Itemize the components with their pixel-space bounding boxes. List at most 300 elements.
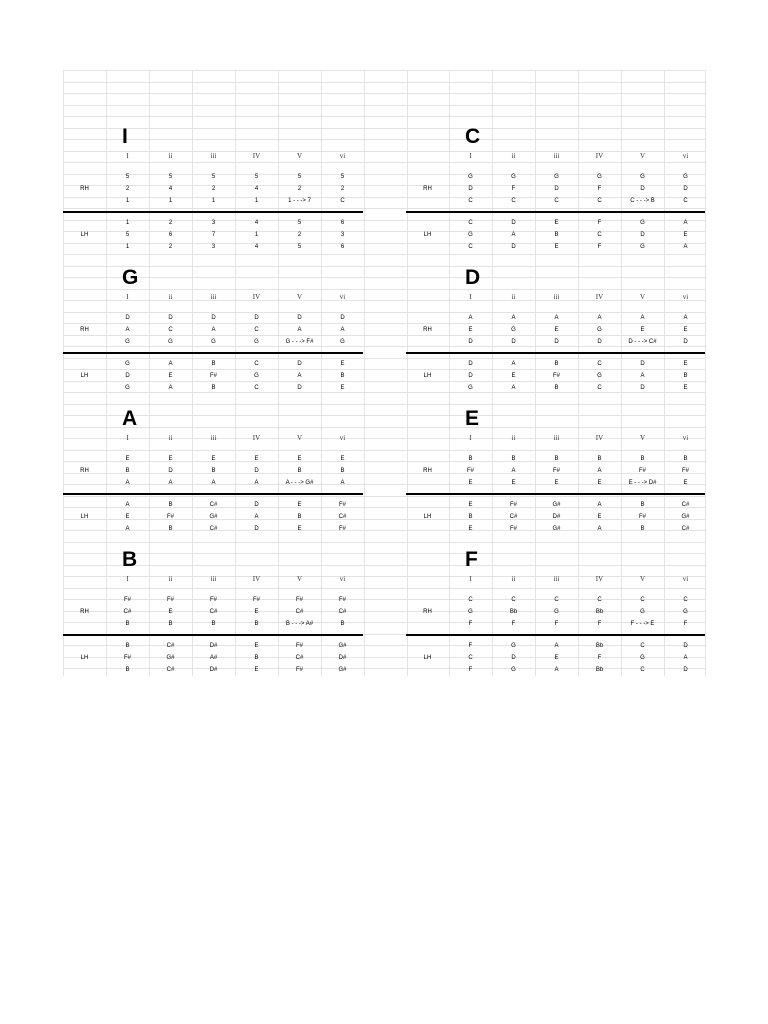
rh-note: D	[683, 186, 688, 192]
degree-label: iii	[553, 575, 560, 583]
rh-note: B	[297, 468, 302, 474]
lh-note: A	[125, 502, 130, 508]
lh-note: A	[683, 244, 688, 250]
rh-note: G	[683, 609, 688, 615]
degree-label: ii	[168, 434, 173, 442]
lh-note: F#	[338, 526, 346, 532]
rh-note: D	[683, 339, 688, 345]
sheet-column-line	[364, 70, 365, 676]
degree-label: iii	[210, 293, 217, 301]
degree-label: ii	[168, 575, 173, 583]
rh-note: A - - -> G#	[285, 480, 314, 486]
rh-note: C	[468, 198, 473, 204]
rh-note: G	[554, 609, 559, 615]
sheet-row-line	[63, 70, 705, 71]
lh-note: Bb	[595, 667, 604, 673]
rh-note: A	[597, 315, 602, 321]
rh-note: B	[168, 621, 173, 627]
key-title: E	[465, 407, 480, 430]
rh-note: 1 - - -> 7	[288, 198, 311, 204]
hand-divider	[406, 352, 705, 354]
degree-label: iii	[553, 293, 560, 301]
degree-label: vi	[339, 293, 346, 301]
degree-label: vi	[682, 434, 689, 442]
rh-note: A	[340, 480, 345, 486]
rh-note: 2	[125, 186, 130, 192]
lh-note: F#	[123, 655, 131, 661]
rh-note: C - - -> B	[630, 198, 655, 204]
degree-label: vi	[339, 434, 346, 442]
lh-note: 3	[211, 220, 216, 226]
rh-note: B	[211, 468, 216, 474]
rh-note: E	[125, 456, 130, 462]
lh-note: E	[683, 232, 688, 238]
degree-label: I	[469, 575, 472, 583]
rh-note: 5	[340, 174, 345, 180]
lh-note: C#	[209, 502, 218, 508]
sheet-row-line	[63, 93, 705, 94]
lh-note: A	[640, 373, 645, 379]
lh-note: C	[597, 361, 602, 367]
lh-note: A	[683, 220, 688, 226]
lh-note: G	[640, 244, 645, 250]
lh-note: F	[468, 643, 473, 649]
hand-divider	[63, 634, 363, 636]
rh-note: B	[554, 456, 559, 462]
rh-note: B	[211, 621, 216, 627]
degree-label: iii	[210, 152, 217, 160]
left-hand-label: LH	[423, 232, 432, 238]
lh-note: C#	[681, 502, 690, 508]
lh-note: D	[640, 361, 645, 367]
sheet-row-line	[63, 450, 705, 451]
lh-note: C	[468, 244, 473, 250]
rh-note: A	[554, 315, 559, 321]
lh-note: G	[125, 385, 130, 391]
rh-note: F#	[166, 597, 174, 603]
rh-note: G	[597, 174, 602, 180]
degree-label: I	[126, 575, 129, 583]
lh-note: 7	[211, 232, 216, 238]
rh-note: G	[640, 174, 645, 180]
lh-note: G#	[338, 643, 347, 649]
sheet-row-line	[63, 254, 705, 255]
hand-divider	[63, 352, 363, 354]
rh-note: F - - -> E	[630, 621, 655, 627]
lh-note: A	[125, 526, 130, 532]
rh-note: C	[340, 198, 345, 204]
key-title: A	[122, 407, 138, 430]
lh-note: G	[597, 373, 602, 379]
lh-note: D#	[209, 667, 218, 673]
rh-note: E	[297, 456, 302, 462]
lh-note: C#	[681, 526, 690, 532]
sheet-row-line	[63, 162, 705, 163]
lh-note: D	[297, 361, 302, 367]
rh-note: A	[254, 480, 259, 486]
rh-note: A	[340, 327, 345, 333]
lh-note: A	[597, 502, 602, 508]
rh-note: D	[511, 339, 516, 345]
degree-label: IV	[252, 152, 261, 160]
sheet-row-line	[63, 381, 705, 382]
lh-note: A	[168, 361, 173, 367]
rh-note: D	[297, 315, 302, 321]
degree-label: ii	[511, 293, 516, 301]
rh-note: 1	[168, 198, 173, 204]
sheet-row-line	[63, 404, 705, 405]
rh-note: E	[511, 480, 516, 486]
rh-note: 5	[168, 174, 173, 180]
rh-note: F	[554, 621, 559, 627]
rh-note: F#	[295, 597, 303, 603]
degree-label: V	[296, 293, 303, 301]
rh-note: F#	[552, 468, 560, 474]
lh-note: B	[640, 502, 645, 508]
degree-label: ii	[511, 152, 516, 160]
rh-note: F#	[252, 597, 260, 603]
lh-note: C#	[509, 514, 518, 520]
rh-note: C	[554, 597, 559, 603]
lh-note: E	[340, 361, 345, 367]
lh-note: 2	[297, 232, 302, 238]
rh-note: A	[511, 468, 516, 474]
lh-note: E	[554, 220, 559, 226]
rh-note: D	[254, 468, 259, 474]
degree-label: I	[469, 434, 472, 442]
right-hand-label: RH	[80, 468, 89, 474]
lh-note: A	[297, 373, 302, 379]
lh-note: 6	[340, 220, 345, 226]
degree-label: I	[469, 293, 472, 301]
rh-note: C#	[123, 609, 132, 615]
rh-note: E	[640, 327, 645, 333]
rh-note: C	[254, 327, 259, 333]
rh-note: 1	[211, 198, 216, 204]
rh-note: C	[683, 597, 688, 603]
right-hand-label: RH	[80, 609, 89, 615]
key-title: D	[465, 266, 481, 289]
rh-note: F	[511, 621, 516, 627]
lh-note: F#	[552, 373, 560, 379]
degree-label: iii	[210, 575, 217, 583]
lh-note: C	[597, 385, 602, 391]
lh-note: 5	[297, 244, 302, 250]
left-hand-label: LH	[423, 373, 432, 379]
rh-note: 4	[168, 186, 173, 192]
lh-note: B	[297, 514, 302, 520]
lh-note: D	[254, 526, 259, 532]
rh-note: F#	[638, 468, 646, 474]
degree-label: IV	[595, 575, 604, 583]
degree-label: ii	[168, 152, 173, 160]
rh-note: C	[168, 327, 173, 333]
sheet-row-line	[63, 266, 705, 267]
right-hand-label: RH	[80, 327, 89, 333]
lh-note: 5	[125, 232, 130, 238]
lh-note: E	[511, 373, 516, 379]
lh-note: D	[640, 385, 645, 391]
rh-note: D	[340, 315, 345, 321]
rh-note: G	[211, 339, 216, 345]
lh-note: D	[468, 361, 473, 367]
lh-note: G	[468, 232, 473, 238]
lh-note: F	[597, 220, 602, 226]
lh-note: C#	[166, 643, 175, 649]
rh-note: E	[683, 480, 688, 486]
lh-note: Bb	[595, 643, 604, 649]
lh-note: E	[683, 385, 688, 391]
lh-note: B	[125, 643, 130, 649]
rh-note: D	[468, 186, 473, 192]
lh-note: F#	[209, 373, 217, 379]
lh-note: G	[254, 373, 259, 379]
lh-note: D	[254, 502, 259, 508]
lh-note: B	[168, 526, 173, 532]
sheet-row-line	[63, 553, 705, 554]
left-hand-label: LH	[423, 655, 432, 661]
rh-note: G	[597, 327, 602, 333]
rh-note: F#	[338, 597, 346, 603]
lh-note: G#	[338, 667, 347, 673]
lh-note: G#	[552, 502, 561, 508]
lh-note: C	[254, 361, 259, 367]
rh-note: C#	[209, 609, 218, 615]
lh-note: G	[640, 220, 645, 226]
key-title: I	[122, 125, 128, 148]
rh-note: F	[597, 621, 602, 627]
lh-note: G	[640, 655, 645, 661]
sheet-row-line	[63, 588, 705, 589]
rh-note: D	[254, 315, 259, 321]
lh-note: 6	[340, 244, 345, 250]
lh-note: B	[340, 373, 345, 379]
degree-label: IV	[252, 293, 261, 301]
lh-note: B	[168, 502, 173, 508]
rh-note: A	[297, 327, 302, 333]
key-title: B	[122, 548, 138, 571]
lh-note: C	[640, 667, 645, 673]
rh-note: D	[468, 339, 473, 345]
rh-note: 5	[254, 174, 259, 180]
lh-note: E	[297, 502, 302, 508]
rh-note: G	[640, 609, 645, 615]
degree-label: V	[639, 575, 646, 583]
rh-note: 2	[340, 186, 345, 192]
lh-note: F#	[638, 514, 646, 520]
degree-label: I	[126, 293, 129, 301]
rh-note: E	[554, 327, 559, 333]
rh-note: Bb	[509, 609, 518, 615]
rh-note: E	[468, 480, 473, 486]
lh-note: B	[254, 655, 259, 661]
rh-note: A	[640, 315, 645, 321]
lh-note: B	[554, 361, 559, 367]
rh-note: B	[125, 468, 130, 474]
lh-note: E	[468, 526, 473, 532]
rh-note: E - - -> D#	[628, 480, 657, 486]
lh-note: G#	[209, 514, 218, 520]
rh-note: E	[168, 609, 173, 615]
right-hand-label: RH	[423, 327, 432, 333]
rh-note: B	[640, 456, 645, 462]
lh-note: E	[254, 667, 259, 673]
sheet-row-line	[63, 128, 705, 129]
degree-label: IV	[595, 434, 604, 442]
lh-note: A	[597, 526, 602, 532]
lh-note: 2	[168, 244, 173, 250]
rh-note: E	[254, 456, 259, 462]
degree-label: ii	[511, 575, 516, 583]
lh-note: A	[554, 643, 559, 649]
rh-note: 2	[211, 186, 216, 192]
right-hand-label: RH	[423, 609, 432, 615]
lh-note: D	[511, 220, 516, 226]
degree-label: V	[296, 434, 303, 442]
lh-note: D	[640, 232, 645, 238]
rh-note: G	[554, 174, 559, 180]
rh-note: C	[511, 597, 516, 603]
degree-label: IV	[595, 293, 604, 301]
rh-note: G	[511, 327, 516, 333]
rh-note: A	[125, 480, 130, 486]
rh-note: Bb	[595, 609, 604, 615]
lh-note: B	[554, 232, 559, 238]
key-title: G	[122, 266, 139, 289]
lh-note: 6	[168, 232, 173, 238]
rh-note: G	[168, 339, 173, 345]
lh-note: A	[168, 385, 173, 391]
sheet-row-line	[63, 289, 705, 290]
lh-note: G#	[552, 526, 561, 532]
sheet-row-line	[63, 496, 705, 497]
rh-note: B	[340, 621, 345, 627]
sheet-row-line	[63, 427, 705, 428]
rh-note: G	[125, 339, 130, 345]
lh-note: F	[597, 655, 602, 661]
lh-note: B	[554, 385, 559, 391]
degree-label: vi	[339, 152, 346, 160]
lh-note: B	[683, 373, 688, 379]
rh-note: C	[640, 597, 645, 603]
lh-note: B	[211, 385, 216, 391]
lh-note: F#	[166, 514, 174, 520]
lh-note: B	[211, 361, 216, 367]
lh-note: E	[125, 514, 130, 520]
rh-note: G	[468, 609, 473, 615]
sheet-row-line	[63, 415, 705, 416]
rh-note: D	[211, 315, 216, 321]
hand-divider	[406, 211, 705, 213]
lh-note: G	[468, 385, 473, 391]
rh-note: 2	[297, 186, 302, 192]
rh-note: C	[597, 198, 602, 204]
lh-note: E	[254, 643, 259, 649]
degree-label: iii	[210, 434, 217, 442]
rh-note: F#	[123, 597, 131, 603]
degree-label: V	[296, 152, 303, 160]
lh-note: C	[254, 385, 259, 391]
lh-note: F	[468, 667, 473, 673]
rh-note: B	[468, 456, 473, 462]
lh-note: 4	[254, 220, 259, 226]
lh-note: G	[125, 361, 130, 367]
lh-note: F#	[295, 643, 303, 649]
rh-note: E	[683, 327, 688, 333]
left-hand-label: LH	[80, 232, 89, 238]
rh-note: A	[468, 315, 473, 321]
lh-note: G	[511, 667, 516, 673]
key-title: C	[465, 125, 481, 148]
rh-note: F	[511, 186, 516, 192]
degree-label: V	[639, 434, 646, 442]
right-hand-label: RH	[423, 186, 432, 192]
lh-note: G#	[681, 514, 690, 520]
degree-label: IV	[252, 575, 261, 583]
rh-note: F#	[209, 597, 217, 603]
lh-note: G#	[166, 655, 175, 661]
rh-note: A	[168, 480, 173, 486]
sheet-row-line	[63, 139, 705, 140]
lh-note: B	[125, 667, 130, 673]
rh-note: G	[511, 174, 516, 180]
key-title: F	[465, 548, 478, 571]
sheet-row-line	[63, 565, 705, 566]
lh-note: E	[168, 373, 173, 379]
rh-note: E	[468, 327, 473, 333]
degree-label: vi	[682, 293, 689, 301]
lh-note: E	[340, 385, 345, 391]
rh-note: B	[683, 456, 688, 462]
lh-note: F#	[295, 667, 303, 673]
degree-label: iii	[553, 152, 560, 160]
rh-note: F	[468, 621, 473, 627]
rh-note: D	[125, 315, 130, 321]
lh-note: 5	[297, 220, 302, 226]
rh-note: C	[683, 198, 688, 204]
rh-note: E	[168, 456, 173, 462]
rh-note: D	[640, 186, 645, 192]
rh-note: 1	[125, 198, 130, 204]
degree-label: iii	[553, 434, 560, 442]
degree-label: vi	[682, 152, 689, 160]
lh-note: A	[511, 232, 516, 238]
lh-note: D	[468, 373, 473, 379]
rh-note: D	[597, 339, 602, 345]
rh-note: F	[597, 186, 602, 192]
lh-note: A	[254, 514, 259, 520]
degree-label: V	[639, 293, 646, 301]
rh-note: G - - -> F#	[285, 339, 314, 345]
rh-note: A	[211, 327, 216, 333]
lh-note: B	[640, 526, 645, 532]
degree-label: IV	[595, 152, 604, 160]
lh-note: D	[511, 655, 516, 661]
rh-note: B	[254, 621, 259, 627]
lh-note: F#	[338, 502, 346, 508]
rh-note: D	[554, 186, 559, 192]
right-hand-label: RH	[423, 468, 432, 474]
lh-note: 1	[254, 232, 259, 238]
degree-label: V	[639, 152, 646, 160]
rh-note: D - - -> C#	[628, 339, 657, 345]
degree-label: V	[296, 575, 303, 583]
sheet-row-line	[63, 277, 705, 278]
rh-note: C	[554, 198, 559, 204]
rh-note: F#	[466, 468, 474, 474]
lh-note: C#	[166, 667, 175, 673]
rh-note: 5	[125, 174, 130, 180]
